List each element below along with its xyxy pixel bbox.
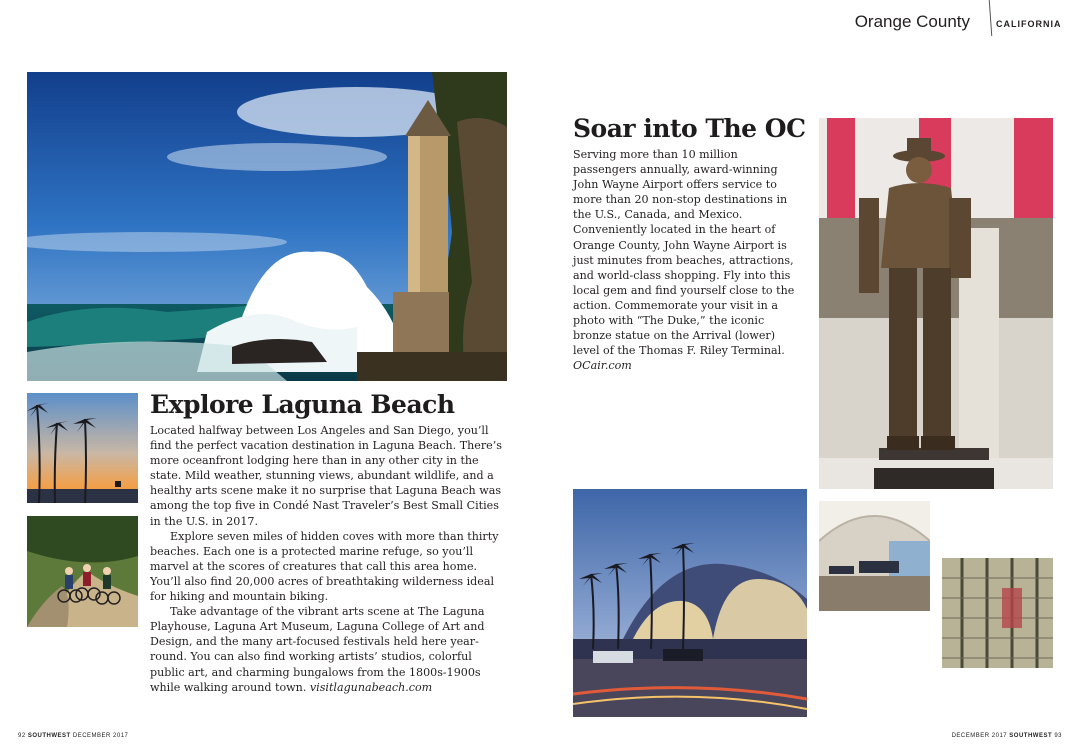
footer-left-magazine: SOUTHWEST <box>27 733 71 739</box>
oc-heading: Soar into The OC <box>573 114 806 143</box>
footer-left-page-number: 92 <box>18 733 26 739</box>
laguna-paragraph-2: Explore seven miles of hidden coves with more than thirty beaches. Each one is a protected marine refuge, so you’ll marvel at the scores of creatures that call this area home. You’ll also find 20,000 acres of breathtaking wilderness ideal for hiking and mountain biking. <box>150 529 499 604</box>
airport-terminal-exterior-photo <box>573 489 807 717</box>
laguna-paragraph-3-text: Take advantage of the vibrant arts scene at The Laguna Playhouse, Laguna Art Museum, Laguna College of Art and Design, and the many art-focused festivals held here year-round. You can also find working artists’ studios, colorful public art, and charming bungalows from the 1800s-1900s while walking around town. <box>150 605 485 694</box>
footer-right-magazine: SOUTHWEST <box>1009 733 1053 739</box>
footer-right-page-number: 93 <box>1054 733 1062 739</box>
laguna-heading: Explore Laguna Beach <box>150 390 455 419</box>
oc-article <box>573 147 795 373</box>
terminal-interior-photo <box>819 501 930 611</box>
header-state: CALIFORNIA <box>996 19 1062 29</box>
sunset-palms-photo <box>27 393 138 503</box>
footer-right <box>952 733 1062 739</box>
oc-url-link[interactable]: OCair.com <box>573 359 632 373</box>
header-divider <box>989 0 993 36</box>
footer-left <box>18 733 128 739</box>
footer-right-date: DECEMBER 2017 <box>951 733 1008 739</box>
laguna-paragraph-3 <box>150 604 508 695</box>
footer-left-date: DECEMBER 2017 <box>72 733 129 739</box>
laguna-paragraph-1: Located halfway between Los Angeles and San Diego, you’ll find the perfect vacation destination in Laguna Beach. There’s more oceanfront lodging here than in any other city in the state. Mild weather, stunning views, abundant wildlife, and a healthy arts scene make it no surprise that Laguna Beach was among the top five in Condé Nast Traveler’s Best Small Cities in the U.S. in 2017. <box>150 424 502 528</box>
mountain-bikers-photo <box>27 516 138 627</box>
terminal-glass-wall-photo <box>942 558 1053 668</box>
laguna-article <box>150 423 508 695</box>
laguna-url-link[interactable]: visitlagunabeach.com <box>309 680 433 694</box>
duke-statue-photo <box>819 118 1053 489</box>
laguna-tower-wave-photo <box>27 72 507 381</box>
oc-paragraph: Serving more than 10 million passengers annually, award-winning John Wayne Airport offers service to more than 20 non-stop destinations in the U.S., Canada, and Mexico. Conveniently located in the heart of Orange County, John Wayne Airport is just minutes from beaches, attractions, and world-class shopping. Fly into this local gem and find yourself close to the action. Commemorate your visit in a photo with “The Duke,” the iconic bronze statue on the Arrival (lower) level of the Thomas F. Riley Terminal. <box>573 148 795 358</box>
header-region: Orange County <box>854 12 970 31</box>
